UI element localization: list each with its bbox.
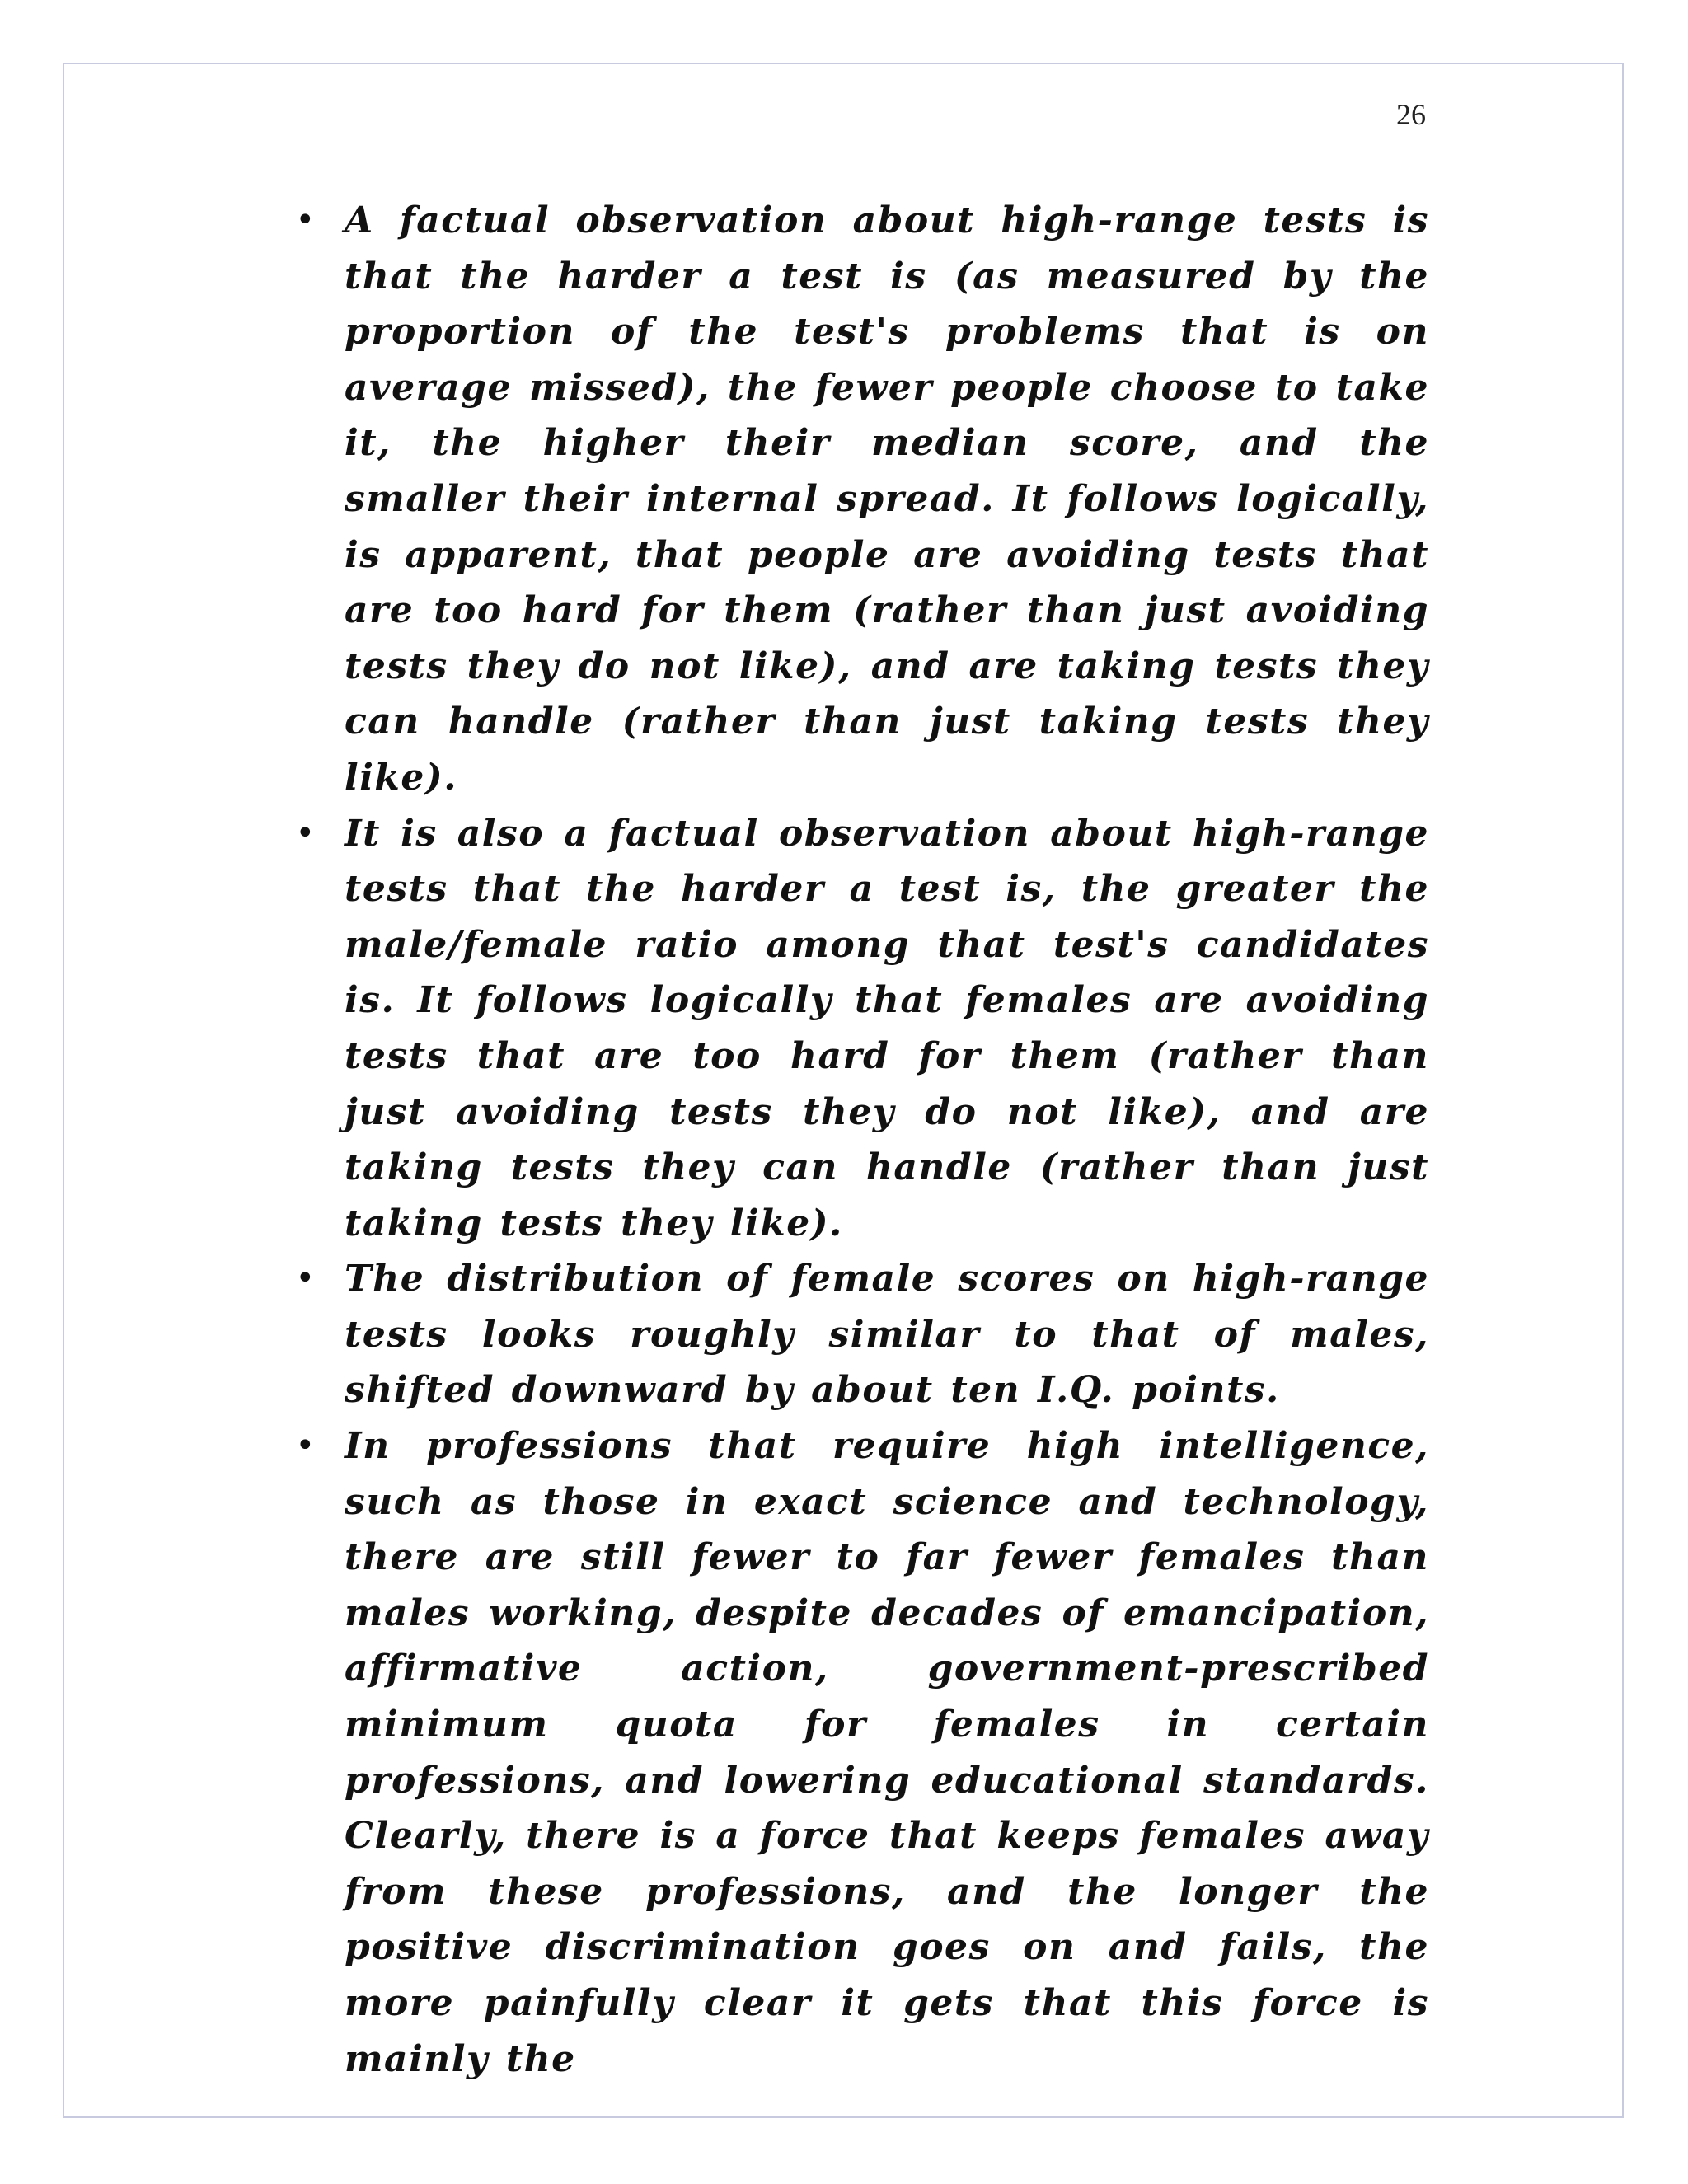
bullet-item [293, 193, 1429, 806]
bullet-icon: • [295, 1259, 316, 1298]
bullet-item [293, 1418, 1429, 2087]
bullet-text: A factual observation about high-range tests is that the harder a test is (as measured by the proportion of the test's problems that is on average missed), the fewer people choose to take it, the higher their median score, and the smaller their internal spread. It follows logically, is apparent, that people are avoiding tests that are too hard for them (rather than just avoiding tests they do not like), and are taking tests they can handle (rather than just taking tests they like). [345, 199, 1429, 799]
bullet-icon: • [295, 201, 316, 239]
bullet-icon: • [295, 813, 316, 852]
bullet-text: The distribution of female scores on high-range tests looks roughly similar to that of males, shifted downward by about ten I.Q. points. [345, 1258, 1429, 1412]
bullet-item [293, 1251, 1429, 1418]
bullet-icon: • [295, 1427, 316, 1465]
bullet-list [293, 193, 1429, 2087]
page-number: 26 [1396, 98, 1426, 131]
bullet-text: It is also a factual observation about high-range tests that the harder a test is, the greater the male/female ratio among that test's candidates is. It follows logically that females are avoiding tests that are too hard for them (rather than just avoiding tests they do not like), and are taking tests they can handle (rather than just taking tests they like). [345, 812, 1429, 1244]
bullet-text: In professions that require high intelligence, such as those in exact science and technology, there are still fewer to far fewer females than males working, despite decades of emancipation, affirmative action, government-prescribed minimum quota for females in certain professions, and lowering educational standards. Clearly, there is a force that keeps females away from these professions, and the longer the positive discrimination goes on and fails, the more painfully clear it gets that this force is mainly the [345, 1425, 1429, 2080]
bullet-item [293, 806, 1429, 1252]
